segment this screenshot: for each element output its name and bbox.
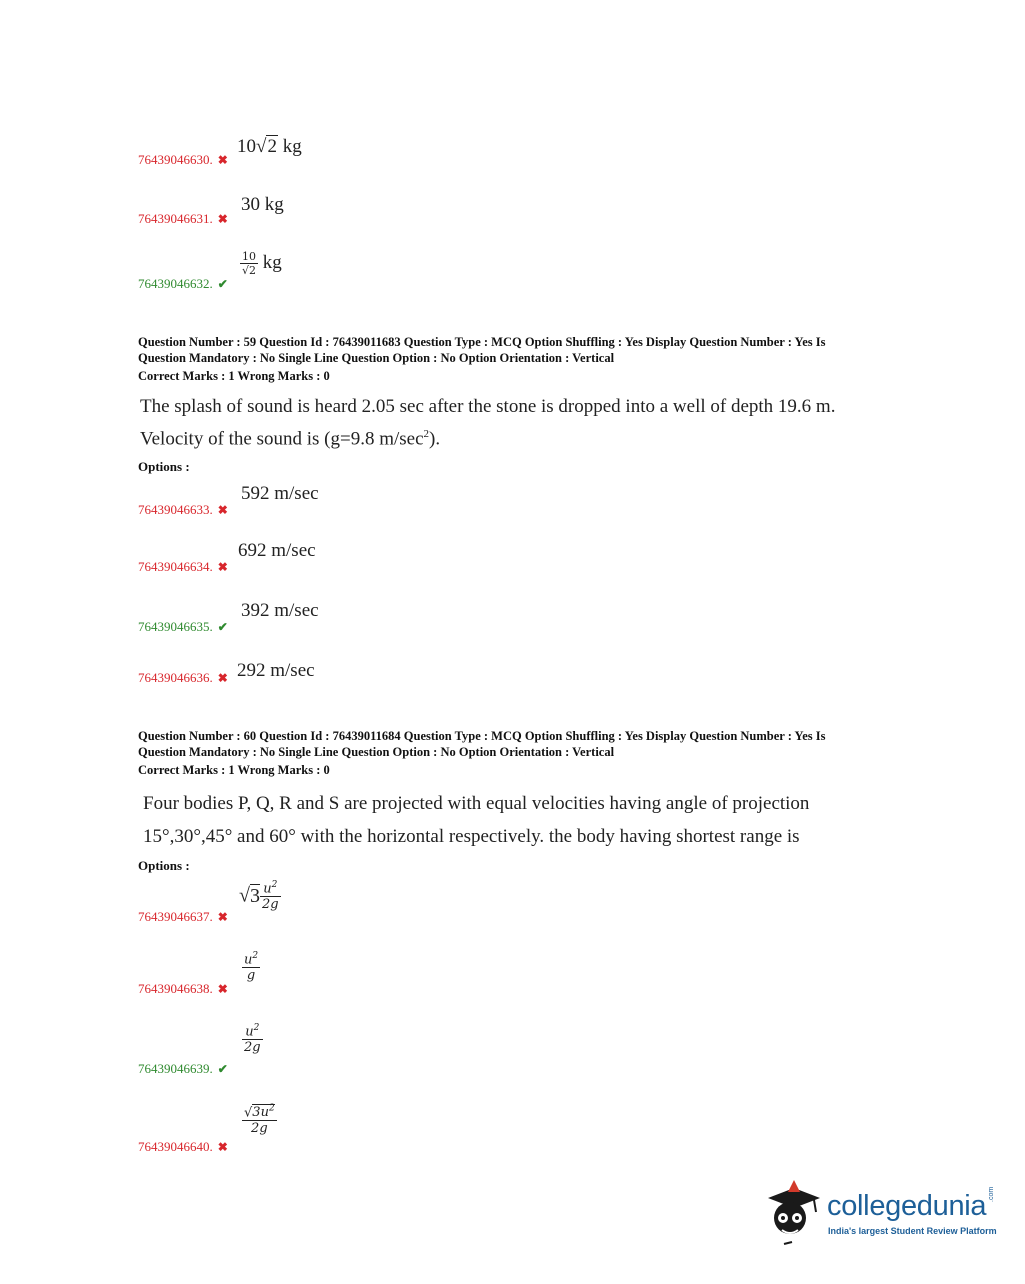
q60-options-label: Options : xyxy=(138,858,190,873)
wrong-mark-icon: ✖ xyxy=(217,982,228,996)
option-answer-392: 392 m/sec xyxy=(241,600,319,621)
q59-meta-line3: Correct Marks : 1 Wrong Marks : 0 xyxy=(138,369,330,383)
sqrt-icon: √ xyxy=(256,136,267,157)
option-id-76439046631: 76439046631. ✖ xyxy=(138,211,228,226)
wrong-mark-icon: ✖ xyxy=(217,503,228,517)
q60-text-line1: Four bodies P, Q, R and S are projected with equal velocities having angle of projection xyxy=(143,793,810,814)
option-answer-u2-over-2g: $\frac{u^2}{2g}$ xyxy=(244,1023,261,1056)
option-answer-592: 592 m/sec xyxy=(241,483,319,504)
option-answer-10-over-root2-kg: $\frac{10}{√2}$ kg xyxy=(242,250,282,277)
wrong-mark-icon: ✖ xyxy=(217,212,228,226)
option-answer-root-3u2-over-2g: $\frac{√3u^2}{2g}$ xyxy=(244,1104,275,1137)
option-answer-root3-u2-over-2g: √3 $\frac{u^2}{2g}$ xyxy=(239,880,279,913)
q59-text-line1: The splash of sound is heard 2.05 sec after the stone is dropped into a well of depth 19.6 m. xyxy=(140,396,836,417)
wrong-mark-icon: ✖ xyxy=(217,671,228,685)
q59-meta-line1: Question Number : 59 Question Id : 76439011683 Question Type : MCQ Option Shuffling : Yes Display Question Number : Yes Is xyxy=(138,335,826,349)
collegedunia-mascot-logo xyxy=(764,1176,826,1248)
wrong-mark-icon: ✖ xyxy=(217,560,228,574)
q60-text-line2: 15°,30°,45° and 60° with the horizontal respectively. the body having shortest range is xyxy=(143,826,800,847)
q59-text-line2: Velocity of the sound is (g=9.8 $m/\sec^2$). xyxy=(140,428,441,450)
option-id-76439046640: 76439046640. ✖ xyxy=(138,1139,228,1154)
correct-mark-icon: ✔ xyxy=(217,1062,228,1076)
q59-meta-line2: Question Mandatory : No Single Line Question Option : No Option Orientation : Vertical xyxy=(138,351,615,365)
wrong-mark-icon: ✖ xyxy=(217,1140,228,1154)
option-id-76439046638: 76439046638. ✖ xyxy=(138,981,228,996)
option-answer-30kg: 30 kg xyxy=(241,194,284,215)
option-id-76439046630: 76439046630. ✖ xyxy=(138,152,228,167)
wrong-mark-icon: ✖ xyxy=(217,153,228,167)
q59-options-label: Options : xyxy=(138,459,190,474)
sqrt-icon: √ xyxy=(242,264,250,277)
q60-meta-line3: Correct Marks : 1 Wrong Marks : 0 xyxy=(138,763,330,777)
option-answer-10-root2-kg: 10√2 kg xyxy=(237,136,302,157)
sqrt-icon: √ xyxy=(244,1105,253,1121)
wrong-mark-icon: ✖ xyxy=(217,910,228,924)
logo-wordmark: collegedunia xyxy=(827,1190,987,1222)
q60-meta-line1: Question Number : 60 Question Id : 76439011684 Question Type : MCQ Option Shuffling : Yes Display Question Number : Yes Is xyxy=(138,729,826,743)
option-id-76439046635: 76439046635. ✔ xyxy=(138,619,228,634)
option-id-76439046632: 76439046632. ✔ xyxy=(138,276,228,291)
option-id-76439046639: 76439046639. ✔ xyxy=(138,1061,228,1076)
logo-tagline: India's largest Student Review Platform xyxy=(828,1226,997,1236)
option-id-76439046636: 76439046636. ✖ xyxy=(138,670,228,685)
option-id-76439046637: 76439046637. ✖ xyxy=(138,909,228,924)
option-id-76439046634: 76439046634. ✖ xyxy=(138,559,228,574)
option-answer-u2-over-g: $\frac{u^2}{g}$ xyxy=(244,951,259,984)
option-id-76439046633: 76439046633. ✖ xyxy=(138,502,228,517)
logo-com-suffix: .com xyxy=(988,1186,995,1202)
option-answer-692: 692 m/sec xyxy=(238,540,316,561)
sqrt-icon: √ xyxy=(239,884,250,907)
q60-meta-line2: Question Mandatory : No Single Line Question Option : No Option Orientation : Vertical xyxy=(138,745,615,759)
option-answer-292: 292 m/sec xyxy=(237,660,315,681)
correct-mark-icon: ✔ xyxy=(217,277,228,291)
correct-mark-icon: ✔ xyxy=(217,620,228,634)
